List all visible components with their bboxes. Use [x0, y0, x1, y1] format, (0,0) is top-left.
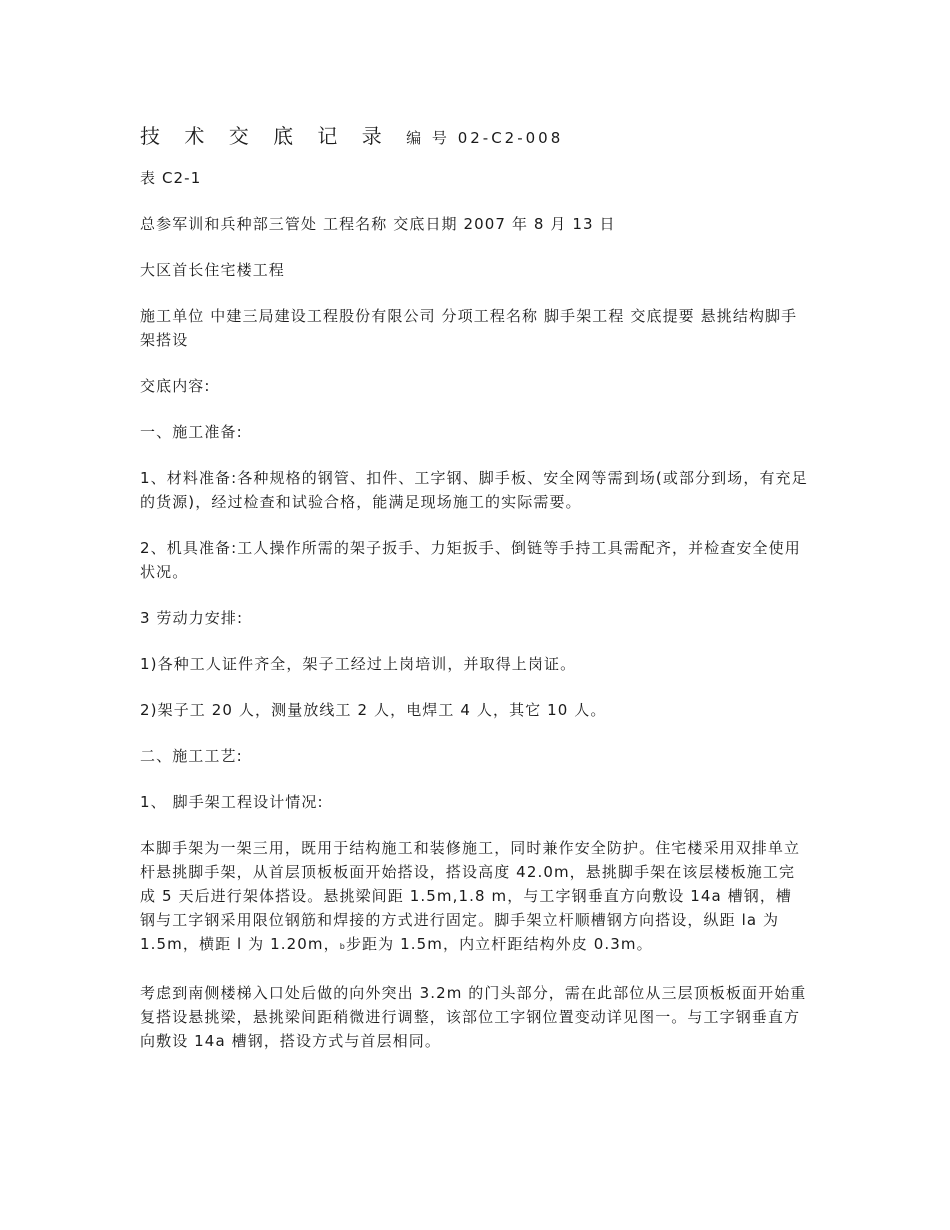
design-text-a: 本脚手架为一架三用，既用于结构施工和装修施工，同时兼作安全防护。住宅楼采用双排单立杆悬挑脚手架，从首层顶板板面开始搭设，搭设高度 42.0m，悬挑脚手架在该层楼板施工完成 5 天后进行架体搭设。悬挑梁间距 1.5m,1.8 m，与工字钢垂直方向敷设 14a 槽钢，槽钢与工字钢采用限位钢筋和焊接的方式进行固定。脚手架立杆顺槽钢方向搭设，纵距 la 为 1.5m，横距 l 为 1.20m， — [140, 839, 801, 953]
document-page — [140, 120, 808, 1075]
paragraph-stair-entrance: 考虑到南侧楼梯入口处后做的向外突出 3.2m 的门头部分，需在此部位从三层顶板板面开始重复搭设悬挑梁，悬挑梁间距稍微进行调整，该部位工字钢位置变动详见图一。与工字钢垂直方向敷设 14a 槽钢，搭设方式与首层相同。 — [140, 984, 807, 1050]
design-text-c: 步距为 1.5m，内立杆距结构外皮 0.3m。 — [345, 935, 653, 953]
document-title-line — [140, 120, 808, 154]
paragraph-tools: 2、机具准备:工人操作所需的架子扳手、力矩扳手、倒链等手持工具需配齐，并检查安全使用状况。 — [140, 539, 801, 581]
section-heading-process: 二、施工工艺: — [140, 747, 243, 765]
paragraph-materials: 1、材料准备:各种规格的钢管、扣件、工字钢、脚手板、安全网等需到场(或部分到场，有充足的货源)，经过检查和试验合格，能满足现场施工的实际需要。 — [140, 469, 808, 511]
paragraph-dept-date: 总参军训和兵种部三管处 工程名称 交底日期 2007 年 8 月 13 日 — [140, 215, 616, 233]
paragraph-unit-info: 施工单位 中建三局建设工程股份有限公司 分项工程名称 脚手架工程 交底提要 悬挑结构脚手架搭设 — [140, 307, 798, 349]
design-subscript-mark: b — [339, 942, 346, 951]
paragraph-design-heading: 1、 脚手架工程设计情况: — [140, 793, 324, 811]
paragraph-content-heading: 交底内容: — [140, 377, 211, 395]
paragraph-project-name: 大区首长住宅楼工程 — [140, 261, 285, 279]
document-title: 技 术 交 底 记 录 — [140, 124, 391, 148]
paragraph-labor-1: 1)各种工人证件齐全，架子工经过上岗培训，并取得上岗证。 — [140, 655, 577, 673]
paragraph-labor-2: 2)架子工 20 人，测量放线工 2 人，电焊工 4 人，其它 10 人。 — [140, 701, 607, 719]
paragraph-labor-heading: 3 劳动力安排: — [140, 609, 244, 627]
document-code: 编 号 02-C2-008 — [406, 129, 564, 147]
paragraph-design-description — [140, 836, 808, 959]
section-heading-preparation: 一、施工准备: — [140, 423, 243, 441]
paragraph-table-no: 表 C2-1 — [140, 169, 202, 187]
